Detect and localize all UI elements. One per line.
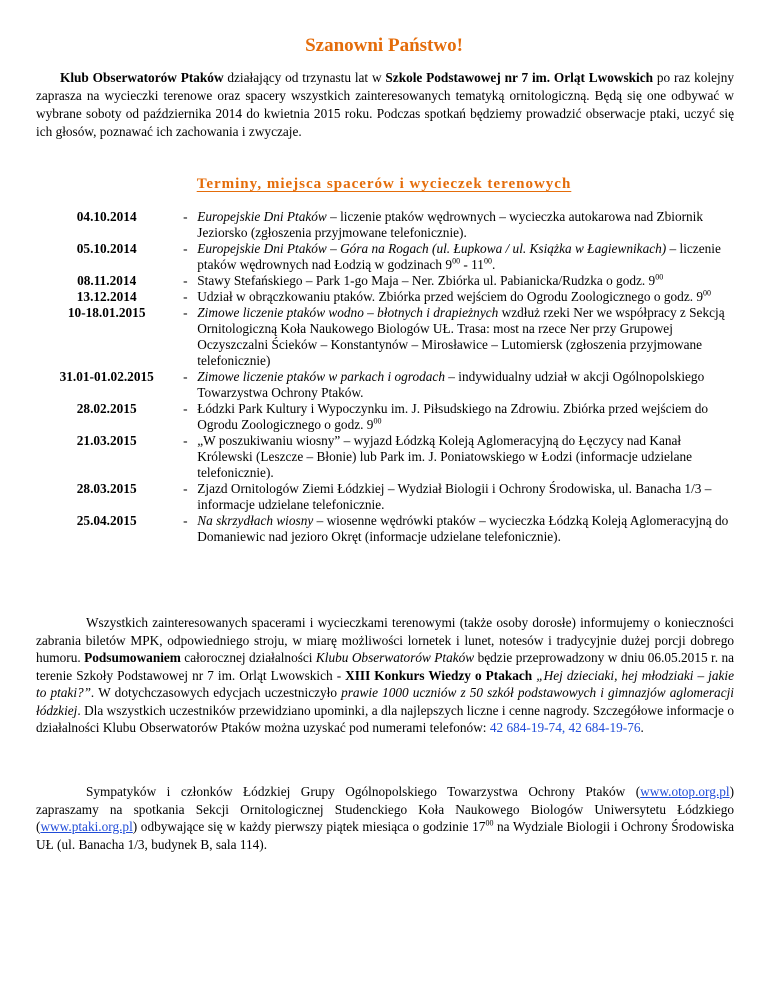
p3-time-sup: 00 [485, 818, 494, 828]
schedule-italic: Europejskie Dni Ptaków [197, 209, 327, 224]
schedule-title [0, 176, 768, 193]
ptaki-link[interactable]: www.ptaki.org.pl [40, 819, 133, 834]
schedule-italic: Na skrzydłach wiosny [197, 513, 314, 528]
info-paragraph [36, 614, 734, 737]
schedule-row [36, 289, 736, 305]
schedule-description [193, 241, 736, 273]
schedule-dash: - [183, 241, 188, 256]
schedule-text: Łódzki Park Kultury i Wypoczynku im. J. Piłsudskiego na Zdrowiu. Zbiórka przed wejściem do Ogrodu Zoologicznego o godz. 9 [197, 401, 709, 432]
phone-numbers[interactable]: 42 684-19-74, 42 684-19-76 [489, 720, 641, 735]
schedule-time-sup-2: 00 [483, 256, 492, 266]
schedule-italic: Zimowe liczenie ptaków wodno – błotnych i drapieżnych [197, 305, 499, 320]
schedule-row [36, 433, 736, 481]
schedule-description [193, 481, 736, 513]
schedule-row [36, 481, 736, 513]
p3-text-d: na Wydziale Biologii i Ochrony Środowiska UŁ (ul. Banacha 1/3, budynek B, sala 114). [36, 819, 735, 852]
p2-club-italic: Klubu Obserwatorów Ptaków [315, 650, 475, 665]
schedule-row [36, 401, 736, 433]
p2-summary-bold: Podsumowaniem [84, 650, 181, 665]
schedule-date: 21.03.2015 [76, 433, 137, 448]
schedule-date: 25.04.2015 [76, 513, 137, 528]
schedule-text: – indywidualny udział w akcji Ogólnopolskiego Towarzystwa Ochrony Ptaków. [197, 369, 705, 400]
schedule-italic: Europejskie Dni Ptaków – Góra na Rogach (ul. Łupkowa / ul. Książka w Łagiewnikach) [197, 241, 667, 256]
p2-text-h: W dotychczasowych edycjach uczestniczyło [94, 685, 342, 700]
schedule-date: 31.01-01.02.2015 [59, 369, 154, 384]
page-title: Szanowni Państwo! [305, 35, 463, 56]
schedule-text: Zjazd Ornitologów Ziemi Łódzkiej – Wydział Biologii i Ochrony Środowiska, ul. Banacha 1/3 – informacje udzielane telefonicznie. [197, 481, 712, 512]
p2-participants-italic: prawie 1000 uczniów z 50 szkół podstawowych i gimnazjów aglomeracji łódzkiej [36, 685, 734, 718]
schedule-text-3: . [491, 257, 496, 272]
schedule-date: 28.03.2015 [76, 481, 137, 496]
club-name: Klub Obserwatorów Ptaków [60, 70, 224, 85]
schedule-row [36, 513, 736, 545]
schedule-description [193, 289, 736, 305]
p3-text-a: Sympatyków i członków Łódzkiej Grupy Ogólnopolskiego Towarzystwa Ochrony Ptaków ( [86, 784, 641, 799]
intro-text-2: po raz kolejny zaprasza na wycieczki terenowe oraz spacery wszystkich zainteresowanych tematyką ornitologiczną. Będą się one odbywać w wybrane soboty od października 2014 do kwietnia 2015 roku. Podczas spotkań będziemy prowadzić obserwacje ptaki, uczyć się ich głosów, poznawać ich zachowania i zwyczaje. [36, 70, 734, 139]
schedule-time-sup: 00 [452, 256, 461, 266]
schedule-text: wzdłuż rzeki Ner we współpracy z Sekcją Ornitologiczną Koła Naukowego Biologów UŁ. Trasa: most na rzece Ner przy Grupowej Oczyszczalni Ścieków – Konstantynów – Mirosławice – Lutomiersk (zgłoszenia przyjmowane telefonicznie) [197, 305, 725, 368]
schedule-time-sup: 00 [703, 288, 712, 298]
schedule-text: Udział w obrączkowaniu ptaków. Zbiórka przed wejściem do Ogrodu Zoologicznego o godz. 9 [197, 289, 704, 304]
schedule-row [36, 369, 736, 401]
p2-contest-name: XIII Konkurs Wiedzy o Ptakach [345, 667, 533, 683]
schedule-dash: - [183, 481, 188, 496]
intro-paragraph [36, 69, 734, 141]
schedule-row [36, 305, 736, 369]
schedule-dash: - [183, 273, 188, 288]
schedule-time-sup: 00 [655, 272, 664, 282]
schedule-row [36, 273, 736, 289]
schedule-text: „W poszukiwaniu wiosny” – wyjazd Łódzką Koleją Aglomeracyjną do Łęczycy nad Kanał Królewski (Leszcze – Błonie) lub Park im. J. Poniatowskiego w Łodzi (informacje udzielane telefonicznie). [197, 433, 693, 480]
schedule-description [193, 433, 736, 481]
schedule-row [36, 209, 736, 241]
p2-text-c: całorocznej działalności [180, 650, 316, 665]
schedule-description [193, 513, 736, 545]
otop-link[interactable]: www.otop.org.pl [640, 784, 730, 799]
schedule-description [193, 369, 736, 401]
schedule-description [193, 209, 736, 241]
p2-text-a: Wszystkich zainteresowanych spacerami i wycieczkami terenowymi (także osoby dorosłe) informujemy o konieczności zabrania biletów MPK, odpowiedniego stroju, w miarę możliwości lornetek i lunet, notesów i tradycyjnie dużej porcji dobrego humoru. [36, 615, 734, 665]
schedule-text: – wiosenne wędrówki ptaków – wycieczka Łódzką Koleją Aglomeracyjną do Domaniewic nad jezioro Okręt (informacje udzielane telefonicznie). [197, 513, 729, 544]
schedule-description [193, 401, 736, 433]
p2-contest-motto: „Hej dzieciaki, hej młodziaki – jakie to ptaki?”. [36, 667, 734, 700]
schedule-date: 10-18.01.2015 [67, 305, 146, 320]
schedule-dash: - [183, 433, 188, 448]
schedule-date: 13.12.2014 [76, 289, 137, 304]
schedule-text-2: - 11 [460, 257, 484, 272]
intro-text-1: działający od trzynastu lat w [223, 70, 386, 85]
invitation-paragraph [36, 783, 734, 853]
school-name: Szkole Podstawowej nr 7 im. Orląt Lwowskich [385, 70, 654, 85]
schedule-date: 08.11.2014 [77, 273, 137, 288]
schedule-date: 04.10.2014 [76, 209, 137, 224]
schedule-italic: Zimowe liczenie ptaków w parkach i ogrodach [197, 369, 445, 384]
p3-text-c: ) odbywające się w każdy pierwszy piątek miesiąca o godzinie 17 [132, 819, 486, 834]
schedule-date: 28.02.2015 [76, 401, 137, 416]
schedule-dash: - [183, 513, 188, 528]
p2-text-e: będzie przeprowadzony w dniu 06.05.2015 r. na terenie Szkoły Podstawowej nr 7 im. Orląt Lwowskich - [36, 650, 735, 683]
schedule-row [36, 241, 736, 273]
p2-text-j: . Dla wszystkich uczestników przewidziano upominki, a dla najlepszych liczne i cenne nagrody. Szczegółowe informacje o działalności Klubu Obserwatorów Ptaków można uzyskać pod numerami telefonów: [36, 702, 734, 735]
schedule-description [193, 273, 736, 289]
schedule-dash: - [183, 369, 188, 384]
schedule-dash: - [183, 305, 188, 320]
p2-text-k: . [640, 720, 644, 735]
schedule-text: – liczenie ptaków wędrownych – wycieczka autokarowa nad Zbiornik Jeziorsko (zgłoszenia przyjmowane telefonicznie). [197, 209, 704, 240]
schedule-description [193, 305, 736, 369]
schedule-title-text: Terminy, miejsca spacerów i wycieczek terenowych [196, 176, 572, 192]
schedule-table [36, 209, 736, 545]
schedule-dash: - [183, 289, 188, 304]
p3-text-b: ) zapraszamy na spotkania Sekcji Ornitologicznej Studenckiego Koła Naukowego Biologów Uniwersytetu Łódzkiego ( [36, 784, 734, 834]
schedule-dash: - [183, 209, 188, 224]
schedule-time-sup: 00 [373, 416, 382, 426]
schedule-text: – liczenie ptaków wędrownych nad Łodzią w godzinach 9 [197, 241, 721, 272]
schedule-text: Stawy Stefańskiego – Park 1-go Maja – Ner. Zbiórka ul. Pabianicka/Rudzka o godz. 9 [197, 273, 656, 288]
schedule-date: 05.10.2014 [76, 241, 137, 256]
schedule-dash: - [183, 401, 188, 416]
